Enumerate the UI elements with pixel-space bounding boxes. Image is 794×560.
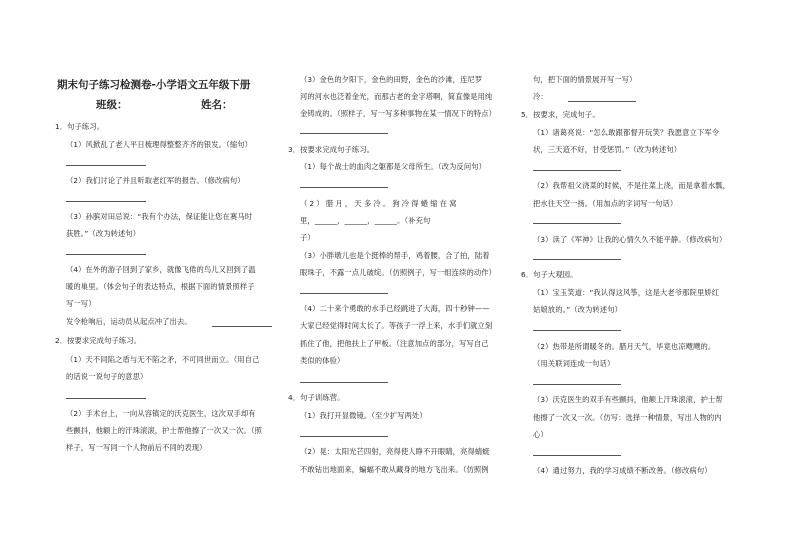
- answer-blank[interactable]: [300, 382, 388, 383]
- answer-blank[interactable]: [533, 259, 621, 260]
- question-text: （3）孙膑对田忌说：“我有个办法，保证能让您在赛马时: [66, 212, 253, 221]
- answer-blank[interactable]: [212, 326, 272, 327]
- question-text: （2）我帮祖父浇菜的时候，不是往菜上浇，而是拿着水瓢，: [533, 181, 731, 190]
- question-text: 的话说一说句子的意思）: [66, 372, 148, 381]
- section-heading: 2．按要求完成句子练习。: [55, 336, 142, 345]
- answer-blank[interactable]: [300, 187, 388, 188]
- question-text: 样子，写一写同一个人物前后不同的表现）: [66, 443, 207, 452]
- question-text: 获胜。”（改为转述句）: [66, 229, 141, 238]
- question-text: 金铸成的。（照样子，写一写多种事物在某一情况下的特点）: [300, 109, 497, 118]
- question-text: 姑娘放的。”（改为转述句）: [533, 305, 622, 314]
- question-text: 子）: [300, 233, 315, 242]
- question-text: （2）热带是所谓暖冬的。腊月天气，毕竟也凉飕飕的。: [533, 342, 716, 351]
- question-text: 不敢钻出地面来，蝙蝠不敢从藏身的地方飞出来。（仿照例: [300, 465, 489, 474]
- answer-blank[interactable]: [300, 436, 388, 437]
- question-text: 冷：: [533, 92, 548, 101]
- question-text: （3）小胖墩儿也是个挺棒的帮手，鸡着腰，合了拍，陆着: [300, 251, 490, 260]
- question-text: （1）诸葛亮说：“怎么敢跟都督开玩笑？我愿意立下军令: [533, 128, 720, 137]
- answer-blank[interactable]: [66, 254, 146, 255]
- question-text: 他擦了一次又一次。（仿写：选择一种情景，写出人物的内: [533, 413, 722, 422]
- question-text: （2）晃：太阳光芒四射，亮得使人睁不开眼睛，亮得蜻蜓: [300, 447, 490, 456]
- answer-blank[interactable]: [66, 201, 146, 202]
- question-text: 把水往天空一扬。（用加点的字词写一句话）: [533, 199, 678, 208]
- question-text: 河的河水也泛着金光，而那古老的金字塔啊，简直像是用纯: [300, 92, 493, 101]
- section-heading: 3．按要求完成句子练习。: [288, 145, 375, 154]
- question-text: 发令枪响后，运动员从起点冲了出去。: [66, 317, 192, 326]
- question-text: 心）: [533, 430, 548, 439]
- question-text: （用关联词连成一句话）: [533, 359, 615, 368]
- question-text: 眼珠子，不露一点儿破绽。（仿照例子，写一组连续的动作）: [300, 268, 497, 277]
- question-text: （1）天不同陷之盾与无不陷之矛，不可同世而立。（用自己: [66, 355, 260, 364]
- answer-blank[interactable]: [533, 330, 621, 331]
- question-text: （4）在外的游子回到了家乡，就像飞倦的鸟儿又回到了温: [66, 265, 256, 274]
- question-text: 里，______，______，______。（补充句: [300, 216, 431, 225]
- question-text: 暖的巢里。（体会句子的表达特点，根据下面的情景照样子: [66, 282, 255, 291]
- answer-blank[interactable]: [300, 293, 388, 294]
- section-heading: 4．句子训练营。: [288, 393, 345, 402]
- question-text: 类似的体验）: [300, 356, 345, 365]
- question-text: 些颤抖，他额上的汗珠滚滚，护士帮他擦了一次又一次。（照: [66, 426, 263, 435]
- answer-blank[interactable]: [533, 223, 621, 224]
- answer-blank[interactable]: [66, 165, 146, 166]
- question-text: 大家已经觉得时间太长了。等孩子一浮上来，水手们就立刻: [300, 321, 493, 330]
- question-text: （1）风掀乱了老人平日梳理得整整齐齐的银发。（缩句）: [66, 140, 253, 149]
- answer-blank[interactable]: [66, 398, 146, 399]
- question-text: （1）宝玉笑道：“我认得这风筝，这是大老爷那院里娇红: [533, 288, 720, 297]
- question-text: （1）每个战士的血肉之躯都是父母所生。（改为反问句）: [300, 162, 487, 171]
- question-text: 状，三天造不好，甘受惩罚。”（改为转述句）: [533, 145, 682, 154]
- name-label: 姓名：: [201, 99, 233, 111]
- answer-blank[interactable]: [568, 101, 636, 102]
- question-text: （2）手术台上，一向从容镇定的沃克医生，这次双手却有: [66, 409, 256, 418]
- question-text: （3）读了《军神》让我的心情久久不能平静。（修改病句）: [533, 235, 727, 244]
- page-title: 期末句子练习检测卷-小学语文五年级下册: [57, 79, 251, 91]
- question-text: （4）通过努力，我的学习成绩不断改善。（修改病句）: [533, 466, 712, 475]
- answer-blank[interactable]: [533, 384, 621, 385]
- answer-blank[interactable]: [300, 133, 388, 134]
- class-label: 班级：: [96, 99, 128, 111]
- question-text: （1）我打开显微镜。（至少扩写两处）: [300, 411, 427, 420]
- question-text: 抓住了他，把他扶上了甲板。（注意加点的部分，写写自己: [300, 339, 489, 348]
- section-heading: 5．按要求，完成句子。: [521, 110, 600, 119]
- answer-blank[interactable]: [533, 170, 621, 171]
- question-text: （2）腊月，天多冷。狗冷得蜷缩在窝: [300, 199, 459, 208]
- question-text: 句，把下面的情景展开写一写）: [533, 75, 637, 84]
- answer-blank[interactable]: [533, 455, 621, 456]
- question-text: （3）沃克医生的双手有些颤抖，他额上汗珠滚滚，护士帮: [533, 395, 723, 404]
- question-text: （4）二十来个勇敢的水手已经跳进了大海，四十秒钟——: [300, 304, 490, 313]
- question-text: （3）金色的夕阳下，金色的田野，金色的沙滩，连尼罗: [300, 75, 483, 84]
- question-text: 写一写）: [66, 299, 96, 308]
- question-text: （2）我们讨论了并且听取老红军的报告。（修改病句）: [66, 176, 245, 185]
- section-heading: 1．句子练习。: [55, 122, 105, 131]
- section-heading: 6．句子大观园。: [521, 270, 578, 279]
